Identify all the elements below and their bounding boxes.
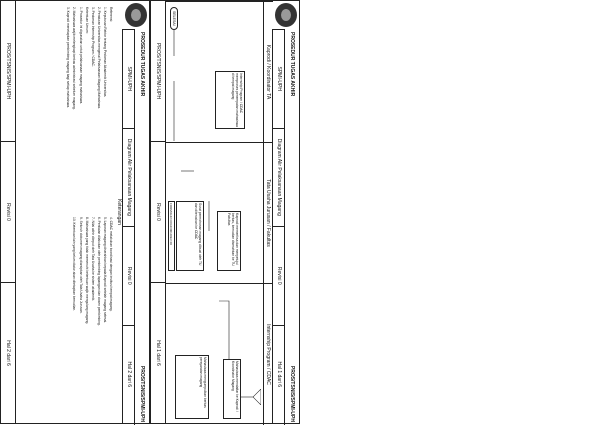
page-2 xyxy=(0,0,150,424)
page-number-2: Hal 2 dari 6 xyxy=(123,325,135,424)
lane-header-kaprodi: Kaprodi / Koordinator TA xyxy=(263,1,273,142)
note-line: 7. Nilai akhir diinput oleh Tata Usaha ke sistem akademik. xyxy=(90,217,95,302)
page-number: Hal 1 dari 6 xyxy=(273,325,285,424)
note-line: 4. CDAC melakukan koordinasi dengan institusi tempat magang. xyxy=(109,217,113,312)
note-line: 2. Peraturan Universitas mengenai Pelaksanaan Magang Mahasiswa. xyxy=(96,7,101,109)
doc-title-2: PROSEDUR TUGAS AKHIR xyxy=(139,32,145,97)
doc-code: PROS/TSNIS/SPMI-UPH xyxy=(289,365,295,422)
step-box-4: Surat permohonan magang dibuat oleh TU dan diteruskan ke CDAC xyxy=(176,201,204,271)
university-logo-2 xyxy=(125,3,147,27)
note-line: 3. Kaprodi menetapkan pembimbing magang bagi setiap mahasiswa. xyxy=(66,7,71,108)
lane-header-tu: Tata Usaha Jurusan / Fakultas xyxy=(263,142,273,283)
step-box-3: Kaprodi memeriksa dan menyetujui berkas, kemudian diserahkan ke TU Fakultas xyxy=(217,211,241,271)
doc-title: PROSEDUR TUGAS AKHIR xyxy=(289,32,295,97)
footer-code-2: PROS/TSNIS/SPMI-UPH xyxy=(5,42,11,100)
start-connector-icon xyxy=(253,389,261,405)
notes-body xyxy=(19,7,113,417)
end-terminator: SELESAI xyxy=(170,7,178,30)
diagram-title-2: Diagram Alir Pelaksanaan Magang xyxy=(123,128,135,227)
unit-label-2: SPMI-UPH xyxy=(123,29,135,128)
doc-code-2: PROS/TSNIS/SPMI-UPH xyxy=(139,365,145,422)
unit-label: SPMI-UPH xyxy=(273,29,285,128)
note-line: 1. Keputusan Rektor tentang Pedoman Akademik Universitas. xyxy=(102,7,107,98)
note-line: Ketentuan Umum: xyxy=(84,7,89,34)
footer-code: PROS/TSNIS/SPMI-UPH xyxy=(155,42,161,100)
note-line: 1. Prosedur ini digunakan untuk pelaksanaan magang mahasiswa. xyxy=(78,7,83,105)
note-line: 3. Pedoman Internship Program / CDAC. xyxy=(90,7,95,67)
page-1-footer xyxy=(151,1,166,423)
lane-header-cdac: Internship Program / CDAC xyxy=(263,283,273,425)
footer-revision-2: Revisi 0 xyxy=(1,141,15,282)
page-1 xyxy=(150,0,300,424)
footer-page-2: Hal 2 dari 6 xyxy=(1,282,15,423)
step-box-5: Internship Program / CDAC memproses penempatan mahasiswa di tempat magang xyxy=(215,71,245,129)
rotated-document xyxy=(0,0,300,424)
revision-label-2: Revisi 0 xyxy=(123,226,135,325)
page-2-subheader xyxy=(122,29,135,423)
footer-page: Hal 1 dari 6 xyxy=(151,282,165,423)
revision-label: Revisi 0 xyxy=(273,226,285,325)
note-line: 8. Mahasiswa yang tidak memenuhi ketentuan wajib mengulang magang. xyxy=(84,217,89,325)
page-2-footer xyxy=(1,1,16,423)
note-line: 9. Seluruh dokumen magang diarsipkan oleh Tata Usaha Jurusan. xyxy=(78,217,83,314)
form-code: FORMULIR CDAC/001/REV 00 xyxy=(168,201,175,271)
note-line: Referensi: xyxy=(109,7,113,23)
footer-revision: Revisi 0 xyxy=(151,141,165,282)
note-line: 5. Laporan magang diserahkan kepada Kaprodi setelah magang selesai. xyxy=(102,217,107,324)
page-2-header xyxy=(134,29,149,425)
step-box-2: Mahasiswa mengumpulkan berkas persyaratan magang xyxy=(175,355,209,419)
diagram-title: Diagram Alir Pelaksanaan Magang xyxy=(273,128,285,227)
note-line: 10. Ketentuan lain yang belum diatur akan ditetapkan kemudian. xyxy=(72,217,77,312)
note-line: 2. Mahasiswa wajib melengkapi berkas administrasi sebelum magang. xyxy=(72,7,77,110)
step-box-1: Mahasiswa mendaftar ke Kaprodi / Koordinator Magang xyxy=(223,359,241,419)
notes-title: Keterangan xyxy=(116,199,122,225)
note-line: 6. Penilaian dilakukan oleh pembimbing lapangan dan dosen pembimbing. xyxy=(96,217,101,326)
